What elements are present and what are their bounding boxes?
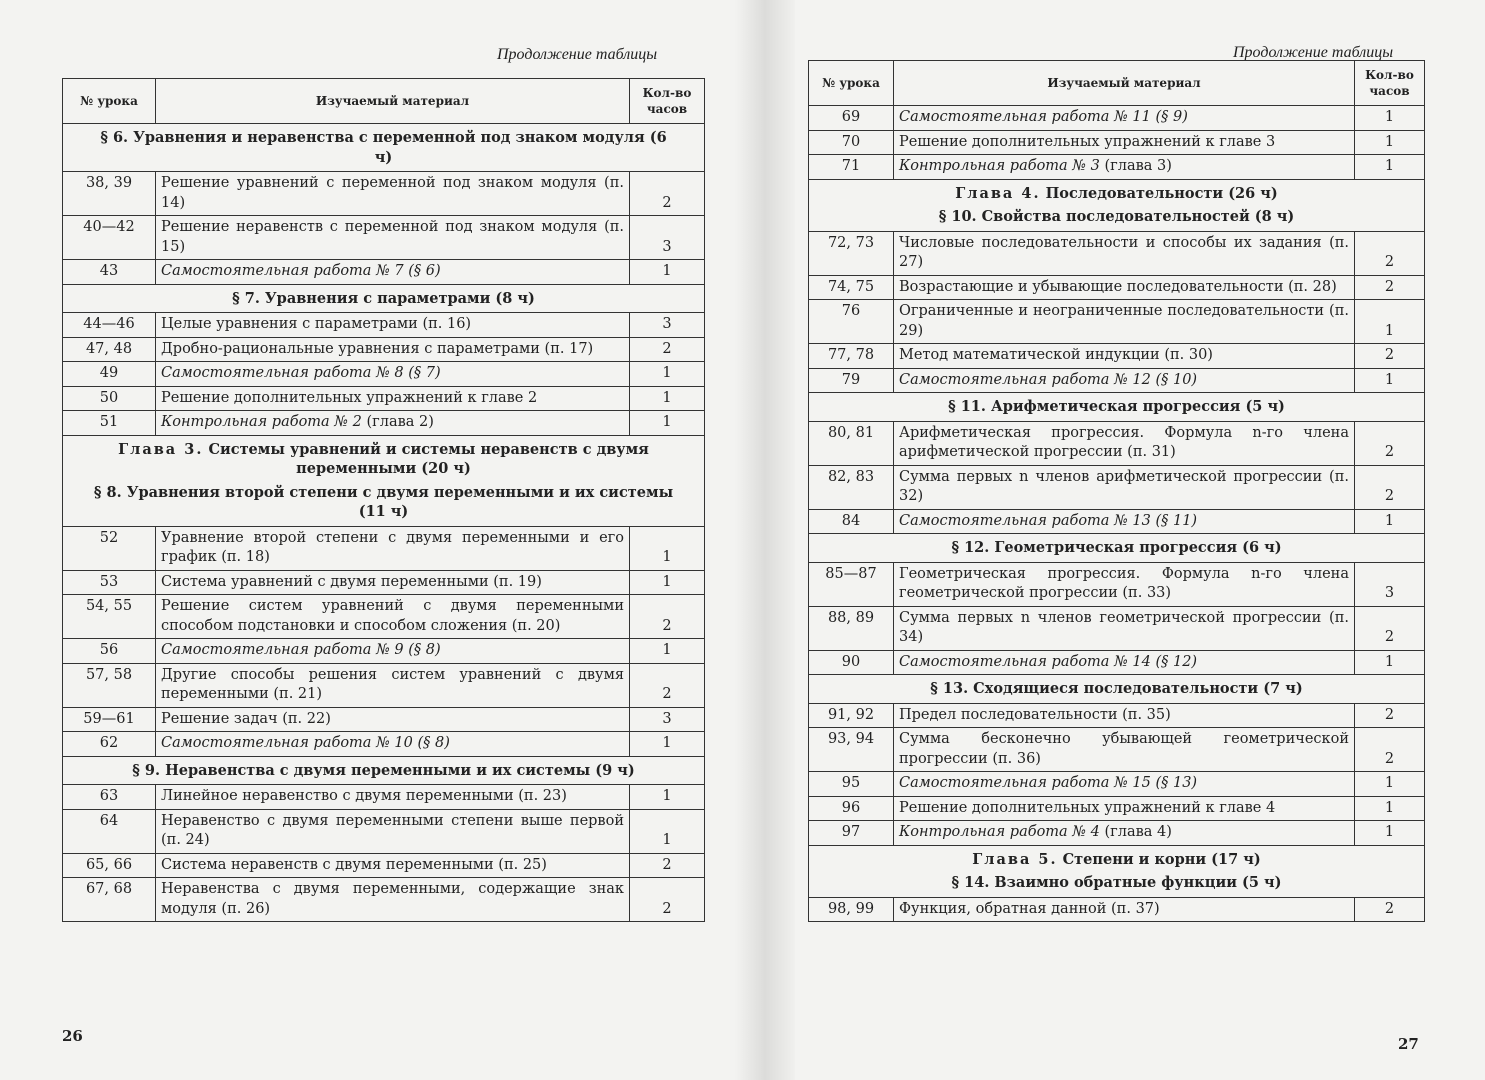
table-row [809, 465, 1425, 509]
table-row [809, 728, 1425, 772]
topic-text: Решение дополнительных упражнений к главе 3 [899, 133, 1276, 150]
table-row [809, 897, 1425, 922]
lesson-hours: 3 [630, 313, 705, 338]
table-row [63, 732, 705, 757]
lesson-hours: 1 [630, 362, 705, 387]
lesson-hours: 1 [630, 386, 705, 411]
lesson-number: 93, 94 [809, 728, 894, 772]
assessment-title: Самостоятельная работа № 7 (§ 6) [161, 263, 441, 279]
section-row [809, 675, 1425, 704]
lesson-topic [156, 732, 630, 757]
topic-text: Уравнение второй степени с двумя переменными и его график (п. 18) [161, 529, 624, 565]
lesson-topic [894, 300, 1355, 344]
assessment-title: Самостоятельная работа № 8 (§ 7) [161, 365, 441, 381]
table-row [63, 337, 705, 362]
table-row [809, 106, 1425, 131]
table-row [809, 231, 1425, 275]
section-row [63, 435, 705, 526]
table-row [63, 386, 705, 411]
lesson-hours: 1 [630, 526, 705, 570]
table-row [63, 260, 705, 285]
table-row [809, 344, 1425, 369]
chapter-label: Глава 3. [118, 440, 204, 458]
lesson-topic [894, 821, 1355, 846]
table-row [63, 878, 705, 922]
section-heading [63, 284, 705, 313]
lesson-topic [156, 595, 630, 639]
lesson-hours: 1 [1355, 821, 1425, 846]
lesson-hours: 2 [1355, 703, 1425, 728]
lesson-topic [156, 362, 630, 387]
lesson-topic [894, 421, 1355, 465]
lesson-number: 84 [809, 509, 894, 534]
topic-text: Неравенства с двумя переменными, содержащие знак модуля (п. 26) [161, 881, 624, 917]
lesson-hours: 2 [1355, 465, 1425, 509]
table-row [809, 368, 1425, 393]
header-material: Изучаемый материал [894, 61, 1355, 106]
lesson-topic [894, 562, 1355, 606]
lesson-hours: 1 [630, 809, 705, 853]
topic-text: Система уравнений с двумя переменными (п. 19) [161, 573, 542, 590]
lesson-topic [156, 172, 630, 216]
table-row [63, 411, 705, 436]
assessment-title: Самостоятельная работа № 13 (§ 11) [899, 512, 1198, 529]
lesson-hours: 2 [1355, 344, 1425, 369]
lesson-number: 79 [809, 368, 894, 393]
lesson-number: 54, 55 [63, 595, 156, 639]
lesson-number: 67, 68 [63, 878, 156, 922]
lesson-hours: 3 [630, 216, 705, 260]
table-row [809, 562, 1425, 606]
lesson-number: 76 [809, 300, 894, 344]
page-number: 27 [1398, 1035, 1419, 1053]
header-material: Изучаемый материал [156, 79, 630, 124]
lesson-number: 97 [809, 821, 894, 846]
chapter-heading [839, 184, 1394, 204]
continuation-label: Продолжение таблицы [497, 46, 658, 63]
lesson-hours: 2 [630, 878, 705, 922]
table-row [809, 796, 1425, 821]
table-row [809, 509, 1425, 534]
table-row [63, 853, 705, 878]
topic-text: Решение систем уравнений с двумя переменными способом подстановки и способом сложения (п. 20) [161, 598, 624, 634]
table-row [809, 421, 1425, 465]
section-title: § 10. Свойства последовательностей (8 ч) [938, 208, 1295, 225]
lesson-number: 51 [63, 411, 156, 436]
assessment-title: Контрольная работа № 3 [899, 158, 1100, 174]
lesson-hours: 1 [630, 260, 705, 285]
lesson-number: 40—42 [63, 216, 156, 260]
table-row [63, 526, 705, 570]
lesson-hours: 1 [1355, 300, 1425, 344]
lesson-hours: 1 [630, 639, 705, 664]
chapter-title: Системы уравнений и системы неравенств с двумя переменными (20 ч) [208, 440, 649, 477]
table-row [809, 155, 1425, 180]
topic-text: Решение неравенств с переменной под знаком модуля (п. 15) [161, 219, 624, 255]
topic-text: (глава 3) [1099, 158, 1172, 174]
section-title: § 13. Сходящиеся последовательности (7 ч) [930, 680, 1303, 697]
section-heading [809, 675, 1425, 704]
topic-text: Решение уравнений с переменной под знаком модуля (п. 14) [161, 175, 624, 211]
lesson-hours: 1 [1355, 650, 1425, 675]
lesson-hours: 1 [1355, 368, 1425, 393]
lesson-number: 70 [809, 130, 894, 155]
lesson-number: 44—46 [63, 313, 156, 338]
topic-text: Решение дополнительных упражнений к главе 2 [161, 389, 538, 406]
topic-text: Другие способы решения систем уравнений с двумя переменными (п. 21) [161, 666, 624, 702]
lesson-topic [156, 216, 630, 260]
chapter-heading [839, 850, 1394, 870]
lesson-topic [894, 606, 1355, 650]
topic-text: Линейное неравенство с двумя переменными (п. 23) [161, 788, 567, 804]
lesson-topic [894, 106, 1355, 131]
lesson-topic [156, 313, 630, 338]
lesson-hours: 1 [1355, 106, 1425, 131]
lesson-topic [894, 275, 1355, 300]
lesson-topic [894, 155, 1355, 180]
topic-text: Функция, обратная данной (п. 37) [899, 900, 1160, 917]
lesson-topic [894, 703, 1355, 728]
lesson-number: 85—87 [809, 562, 894, 606]
section-heading [809, 845, 1425, 897]
lesson-hours: 3 [1355, 562, 1425, 606]
lesson-topic [894, 650, 1355, 675]
topic-text: Сумма первых n членов геометрической прогрессии (п. 34) [899, 609, 1349, 645]
section-row [63, 284, 705, 313]
lesson-hours: 1 [630, 785, 705, 810]
chapter-label: Глава 5. [972, 850, 1058, 868]
lesson-number: 65, 66 [63, 853, 156, 878]
lesson-topic [156, 853, 630, 878]
lesson-hours: 2 [1355, 897, 1425, 922]
lesson-hours: 2 [1355, 606, 1425, 650]
table-row [63, 785, 705, 810]
header-lesson-number: № урока [809, 61, 894, 106]
topic-text: Возрастающие и убывающие последовательности (п. 28) [899, 278, 1337, 295]
lesson-number: 38, 39 [63, 172, 156, 216]
section-title: § 9. Неравенства с двумя переменными и их системы (9 ч) [132, 761, 635, 779]
section-row [809, 845, 1425, 897]
section-heading [809, 393, 1425, 422]
table-row [63, 362, 705, 387]
lesson-number: 43 [63, 260, 156, 285]
lesson-number: 49 [63, 362, 156, 387]
assessment-title: Самостоятельная работа № 14 (§ 12) [899, 653, 1198, 670]
lesson-topic [156, 526, 630, 570]
lesson-topic [156, 878, 630, 922]
assessment-title: Самостоятельная работа № 9 (§ 8) [161, 642, 441, 658]
table-row [63, 595, 705, 639]
lesson-topic [894, 344, 1355, 369]
lesson-table [62, 78, 705, 922]
table-row [809, 772, 1425, 797]
topic-text: Сумма первых n членов арифметической прогрессии (п. 32) [899, 468, 1349, 504]
header-hours: Кол-во часов [630, 79, 705, 124]
table-row [63, 639, 705, 664]
section-heading [809, 534, 1425, 563]
lesson-topic [156, 337, 630, 362]
section-row [809, 179, 1425, 231]
lesson-hours: 1 [1355, 796, 1425, 821]
section-row [63, 124, 705, 172]
assessment-title: Самостоятельная работа № 11 (§ 9) [899, 109, 1188, 125]
lesson-hours: 3 [630, 707, 705, 732]
lesson-number: 63 [63, 785, 156, 810]
lesson-number: 47, 48 [63, 337, 156, 362]
section-title: § 11. Арифметическая прогрессия (5 ч) [948, 398, 1285, 415]
lesson-topic [156, 663, 630, 707]
table-row [809, 650, 1425, 675]
table-row [63, 216, 705, 260]
lesson-topic [156, 260, 630, 285]
header-lesson-number: № урока [63, 79, 156, 124]
lesson-table [808, 60, 1425, 922]
lesson-number: 96 [809, 796, 894, 821]
lesson-number: 82, 83 [809, 465, 894, 509]
lesson-hours: 2 [630, 663, 705, 707]
lesson-hours: 1 [630, 411, 705, 436]
lesson-hours: 2 [1355, 421, 1425, 465]
table-row [809, 606, 1425, 650]
lesson-topic [894, 728, 1355, 772]
table-row [809, 703, 1425, 728]
lesson-hours: 1 [630, 570, 705, 595]
lesson-topic [156, 386, 630, 411]
topic-text: Геометрическая прогрессия. Формула n-го члена геометрической прогрессии (п. 33) [899, 565, 1349, 601]
topic-text: Решение задач (п. 22) [161, 710, 331, 727]
lesson-topic [894, 772, 1355, 797]
lesson-number: 62 [63, 732, 156, 757]
lesson-hours: 2 [1355, 275, 1425, 300]
lesson-topic [894, 231, 1355, 275]
table-row [63, 663, 705, 707]
lesson-hours: 2 [630, 595, 705, 639]
lesson-number: 98, 99 [809, 897, 894, 922]
lesson-topic [894, 796, 1355, 821]
topic-text: Дробно-рациональные уравнения с параметрами (п. 17) [161, 340, 594, 357]
lesson-number: 95 [809, 772, 894, 797]
lesson-hours: 1 [1355, 509, 1425, 534]
lesson-number: 56 [63, 639, 156, 664]
lesson-hours: 2 [630, 172, 705, 216]
lesson-number: 72, 73 [809, 231, 894, 275]
chapter-heading [93, 440, 674, 479]
topic-text: Сумма бесконечно убывающей геометрической прогрессии (п. 36) [899, 731, 1349, 767]
lesson-topic [156, 639, 630, 664]
lesson-number: 77, 78 [809, 344, 894, 369]
section-heading [63, 756, 705, 785]
table-row [809, 300, 1425, 344]
lesson-hours: 1 [1355, 155, 1425, 180]
topic-text: Решение дополнительных упражнений к главе 4 [899, 799, 1276, 816]
section-title: § 6. Уравнения и неравенства с переменной под знаком модуля (6 ч) [100, 129, 667, 166]
section-title: § 7. Уравнения с параметрами (8 ч) [232, 289, 535, 307]
topic-text: Числовые последовательности и способы их задания (п. 27) [899, 234, 1349, 270]
lesson-topic [156, 785, 630, 810]
topic-text: Метод математической индукции (п. 30) [899, 347, 1213, 363]
chapter-label: Глава 4. [955, 184, 1041, 202]
table-row [809, 821, 1425, 846]
chapter-title: Степени и корни (17 ч) [1062, 850, 1261, 868]
table-row [63, 570, 705, 595]
topic-text: Система неравенств с двумя переменными (п. 25) [161, 856, 547, 873]
lesson-number: 64 [63, 809, 156, 853]
lesson-number: 88, 89 [809, 606, 894, 650]
lesson-number: 59—61 [63, 707, 156, 732]
section-title: § 12. Геометрическая прогрессия (6 ч) [951, 539, 1282, 556]
lesson-topic [894, 130, 1355, 155]
lesson-topic [156, 570, 630, 595]
topic-text: Предел последовательности (п. 35) [899, 706, 1171, 723]
lesson-hours: 1 [1355, 130, 1425, 155]
assessment-title: Самостоятельная работа № 12 (§ 10) [899, 371, 1198, 388]
table-row [63, 172, 705, 216]
assessment-title: Самостоятельная работа № 15 (§ 13) [899, 775, 1198, 791]
table-row [63, 313, 705, 338]
section-heading [63, 435, 705, 526]
lesson-number: 71 [809, 155, 894, 180]
topic-text: Целые уравнения с параметрами (п. 16) [161, 316, 472, 332]
lesson-topic [894, 368, 1355, 393]
lesson-topic [894, 509, 1355, 534]
section-row [63, 756, 705, 785]
lesson-topic [156, 809, 630, 853]
section-title: § 14. Взаимно обратные функции (5 ч) [951, 874, 1282, 891]
lesson-number: 90 [809, 650, 894, 675]
page-number: 26 [62, 1027, 83, 1045]
lesson-topic [894, 897, 1355, 922]
assessment-title: Самостоятельная работа № 10 (§ 8) [161, 735, 450, 751]
section-row [809, 393, 1425, 422]
lesson-number: 91, 92 [809, 703, 894, 728]
lesson-hours: 2 [630, 853, 705, 878]
lesson-number: 74, 75 [809, 275, 894, 300]
assessment-title: Контрольная работа № 4 [899, 824, 1100, 840]
topic-text: Неравенство с двумя переменными степени выше первой (п. 24) [161, 812, 624, 848]
lesson-number: 50 [63, 386, 156, 411]
lesson-hours: 1 [1355, 772, 1425, 797]
table-row [809, 275, 1425, 300]
lesson-topic [156, 707, 630, 732]
section-heading [63, 124, 705, 172]
lesson-hours: 2 [1355, 728, 1425, 772]
section-title: § 8. Уравнения второй степени с двумя переменными и их системы (11 ч) [93, 483, 674, 520]
assessment-title: Контрольная работа № 2 [161, 414, 362, 430]
table-row [809, 130, 1425, 155]
topic-text: Ограниченные и неограниченные последовательности (п. 29) [899, 303, 1349, 339]
lesson-number: 80, 81 [809, 421, 894, 465]
lesson-number: 57, 58 [63, 663, 156, 707]
right-page [790, 0, 1485, 1080]
lesson-topic [156, 411, 630, 436]
section-heading [809, 179, 1425, 231]
lesson-hours: 2 [1355, 231, 1425, 275]
topic-text: (глава 2) [361, 414, 434, 430]
lesson-number: 52 [63, 526, 156, 570]
lesson-number: 53 [63, 570, 156, 595]
left-page [0, 0, 740, 1080]
section-row [809, 534, 1425, 563]
lesson-hours: 1 [630, 732, 705, 757]
book-gutter [735, 0, 795, 1080]
lesson-topic [894, 465, 1355, 509]
header-hours: Кол-во часов [1355, 61, 1425, 106]
continuation-label: Продолжение таблицы [1233, 44, 1394, 61]
topic-text: (глава 4) [1099, 824, 1172, 840]
table-row [63, 809, 705, 853]
lesson-hours: 2 [630, 337, 705, 362]
topic-text: Арифметическая прогрессия. Формула n-го члена арифметической прогрессии (п. 31) [899, 424, 1349, 460]
chapter-title: Последовательности (26 ч) [1045, 184, 1278, 202]
table-row [63, 707, 705, 732]
lesson-number: 69 [809, 106, 894, 131]
